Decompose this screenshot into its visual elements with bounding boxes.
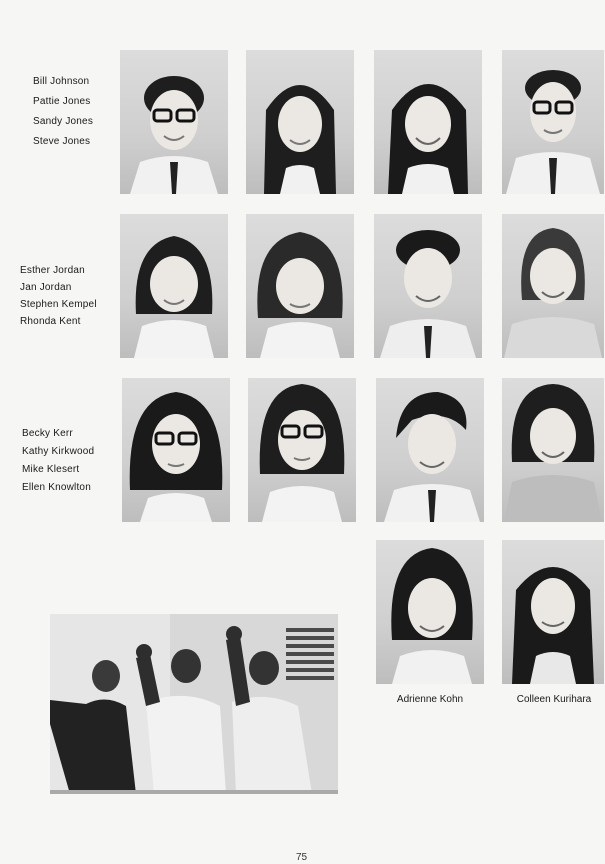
student-name: Mike Klesert bbox=[22, 464, 80, 475]
portrait-female-long-hair-icon bbox=[246, 50, 354, 194]
portrait-male-glasses-icon bbox=[502, 50, 604, 194]
student-name: Esther Jordan bbox=[20, 265, 85, 276]
name-list-row-3 bbox=[22, 425, 94, 497]
portrait-photo bbox=[502, 50, 604, 194]
portrait-photo bbox=[248, 378, 356, 522]
portrait-photo bbox=[120, 50, 228, 194]
candid-photo bbox=[50, 614, 338, 794]
portrait-photo bbox=[374, 50, 482, 194]
portrait-male-glasses-icon bbox=[120, 50, 228, 194]
student-name: Ellen Knowlton bbox=[22, 482, 91, 493]
portrait-female-bob-icon bbox=[502, 378, 604, 522]
portrait-female-glasses-icon bbox=[122, 378, 230, 522]
portrait-female-long-hair-icon bbox=[502, 540, 604, 684]
portrait-male-icon bbox=[376, 378, 484, 522]
portrait-caption: Colleen Kurihara bbox=[516, 694, 592, 705]
name-list-row-2 bbox=[20, 262, 97, 330]
portrait-female-long-hair-icon bbox=[374, 50, 482, 194]
portrait-photo bbox=[502, 378, 604, 522]
portrait-photo bbox=[122, 378, 230, 522]
student-name: Jan Jordan bbox=[20, 282, 72, 293]
page-number: 75 bbox=[296, 852, 308, 863]
portrait-photo bbox=[502, 214, 604, 358]
student-name: Steve Jones bbox=[33, 136, 91, 147]
portrait-photo bbox=[120, 214, 228, 358]
student-name: Becky Kerr bbox=[22, 428, 73, 439]
portrait-photo bbox=[502, 540, 604, 684]
portrait-photo bbox=[376, 378, 484, 522]
raised-fists-photo-icon bbox=[50, 614, 338, 794]
student-name: Bill Johnson bbox=[33, 76, 90, 87]
student-name: Sandy Jones bbox=[33, 116, 94, 127]
portrait-photo bbox=[376, 540, 484, 684]
portrait-female-bob-icon bbox=[120, 214, 228, 358]
portrait-male-icon bbox=[374, 214, 482, 358]
portrait-female-short-hair-icon bbox=[502, 214, 604, 358]
portrait-caption: Adrienne Kohn bbox=[396, 694, 464, 705]
student-name: Rhonda Kent bbox=[20, 316, 81, 327]
student-name: Pattie Jones bbox=[33, 96, 91, 107]
portrait-female-glasses-icon bbox=[248, 378, 356, 522]
portrait-photo bbox=[246, 50, 354, 194]
name-list-row-1 bbox=[33, 72, 93, 152]
portrait-female-bob-icon bbox=[246, 214, 354, 358]
portrait-female-bob-icon bbox=[376, 540, 484, 684]
student-name: Kathy Kirkwood bbox=[22, 446, 95, 457]
student-name: Stephen Kempel bbox=[20, 299, 97, 310]
portrait-photo bbox=[246, 214, 354, 358]
portrait-photo bbox=[374, 214, 482, 358]
